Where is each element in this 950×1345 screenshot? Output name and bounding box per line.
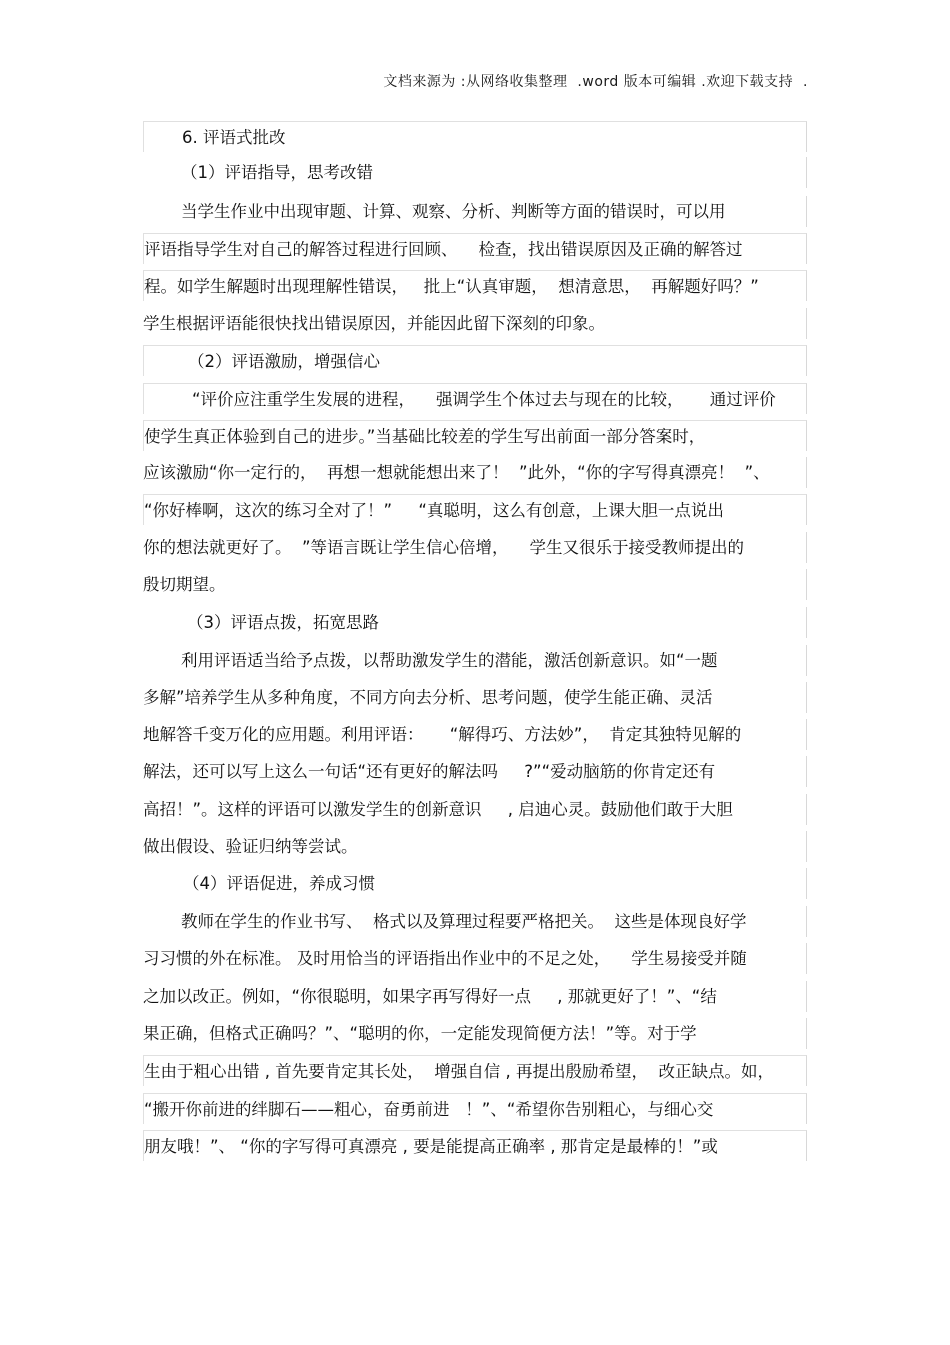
- paragraph-line: 使学生真正体验到自己的进步。”当基础比较差的学生写出前面一部分答案时，: [143, 420, 807, 451]
- paragraph-line: 利用评语适当给予点拨，以帮助激发学生的潜能，激活创新意识。如“一题: [143, 645, 807, 676]
- subsection-heading: （2）评语激励，增强信心: [143, 345, 807, 376]
- paragraph-line: 当学生作业中出现审题、计算、观察、分析、判断等方面的错误时，可以用: [143, 196, 807, 227]
- paragraph-line: “搬开你前进的绊脚石——粗心，奋勇前进 ！”、“希望你告别粗心，与细心交: [143, 1093, 807, 1124]
- paragraph-line: 之加以改正。例如，“你很聪明，如果字再写得好一点 , 那就更好了！”、“结: [143, 981, 807, 1012]
- paragraph-line: “评价应注重学生发展的进程， 强调学生个体过去与现在的比较， 通过评价: [143, 383, 807, 414]
- paragraph-line: 你的想法就更好了。 ”等语言既让学生信心倍增， 学生又很乐于接受教师提出的: [143, 532, 807, 563]
- paragraph-line: 应该激励“你一定行的， 再想一想就能想出来了！ ”此外，“你的字写得真漂亮！ ”、: [143, 457, 807, 488]
- paragraph-line: 朋友哦！”、 “你的字写得可真漂亮 , 要是能提高正确率 , 那肯定是最棒的！”或: [143, 1130, 807, 1161]
- paragraph-line: 殷切期望。: [143, 569, 807, 600]
- paragraph-line: 高招！”。这样的评语可以激发学生的创新意识 , 启迪心灵。鼓励他们敢于大胆: [143, 794, 807, 825]
- paragraph-line: 做出假设、验证归纳等尝试。: [143, 831, 807, 862]
- subsection-heading: （3）评语点拨，拓宽思路: [143, 607, 807, 638]
- paragraph-line: 生由于粗心出错 , 首先要肯定其长处， 增强自信 , 再提出殷励希望， 改正缺点。如，: [143, 1055, 807, 1086]
- subsection-heading: （1）评语指导，思考改错: [143, 157, 807, 188]
- paragraph-line: 评语指导学生对自己的解答过程进行回顾、 检查，找出错误原因及正确的解答过: [143, 233, 807, 264]
- paragraph-line: 习习惯的外在标准。 及时用恰当的评语指出作业中的不足之处， 学生易接受并随: [143, 943, 807, 974]
- paragraph-line: “你好棒啊，这次的练习全对了！” “真聪明，这么有创意，上课大胆一点说出: [143, 494, 807, 525]
- subsection-heading: （4）评语促进，养成习惯: [143, 868, 807, 899]
- paragraph-line: 多解”培养学生从多种角度，不同方向去分析、思考问题，使学生能正确、灵活: [143, 682, 807, 713]
- paragraph-line: 程。如学生解题时出现理解性错误， 批上“认真审题， 想清意思， 再解题好吗？”: [143, 270, 807, 301]
- paragraph-line: 学生根据评语能很快找出错误原因，并能因此留下深刻的印象。: [143, 308, 807, 339]
- paragraph-line: 解法，还可以写上这么一句话“还有更好的解法吗 ?”“爱动脑筋的你肯定还有: [143, 756, 807, 787]
- paragraph-line: 教师在学生的作业书写、 格式以及算理过程要严格把关。 这些是体现良好学: [143, 906, 807, 937]
- section-heading: 6. 评语式批改: [143, 121, 807, 152]
- page-header: 文档来源为 :从网络收集整理 .word 版本可编辑 .欢迎下载支持 .: [383, 74, 808, 90]
- paragraph-line: 地解答千变万化的应用题。利用评语： “解得巧、方法妙”， 肯定其独特见解的: [143, 719, 807, 750]
- paragraph-line: 果正确，但格式正确吗？”、“聪明的你，一定能发现简便方法！”等。对于学: [143, 1018, 807, 1049]
